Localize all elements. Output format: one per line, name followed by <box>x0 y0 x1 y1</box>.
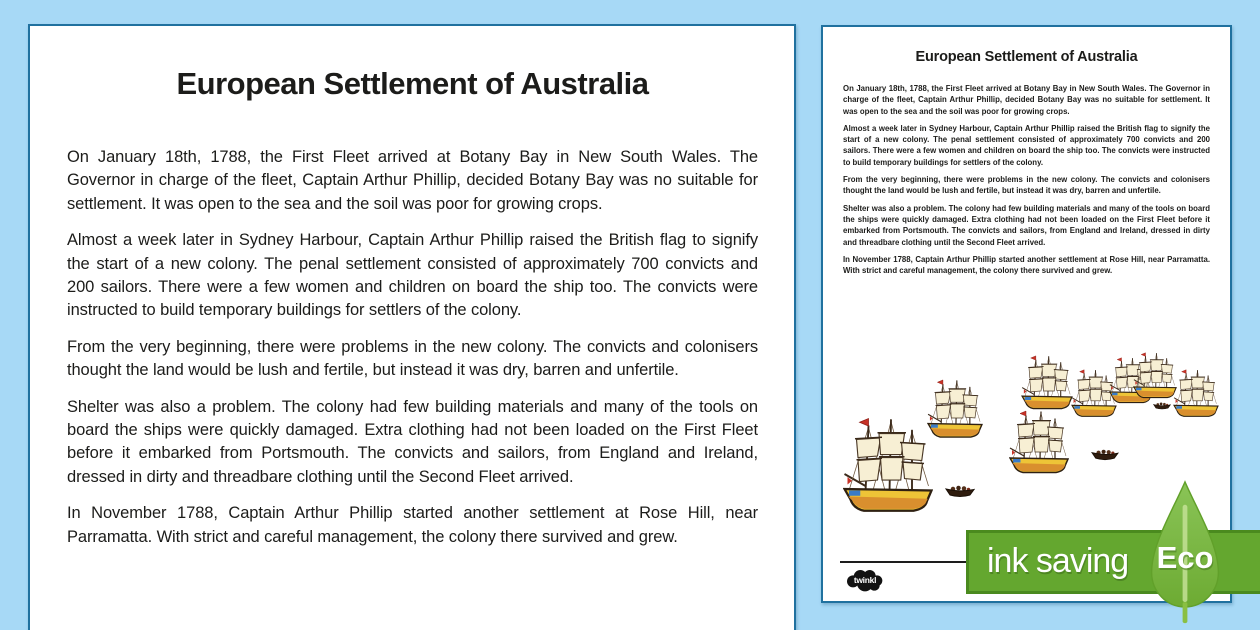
paragraph-3: From the very beginning, there were problems in the new colony. The convicts and colonisers thought the land would be lush and fertile, but instead it was dry, barren and unfertile. <box>67 337 758 380</box>
twinkl-logo-text: twinkl <box>853 575 877 585</box>
page-title: European Settlement of Australia <box>176 66 649 101</box>
eco-leaf-icon <box>1142 480 1228 625</box>
paragraph-5: In November 1788, Captain Arthur Phillip started another settlement at Rose Hill, near Parramatta. With strict and careful management, the colony there survived and grew. <box>67 504 758 546</box>
tall-ship-icon <box>843 417 933 522</box>
paragraph-4-small: Shelter was also a problem. The colony had few building materials and many of the tools on board the ships were quickly damaged. Extra clothing had not been loaded on the First Fleet before it embarked from Portsmouth. The convicts and sailors, from England and Ireland, dressed in dirty and threadbare clothing until the Second Fleet arrived. <box>843 203 1210 247</box>
tall-ship-icon <box>1133 352 1177 403</box>
paragraph-4: Shelter was also a problem. The colony had few building materials and many of the tools on board the ships were quickly damaged. Extra clothing had not been loaded on the First Fleet before it embarked from Portsmouth. The convicts and sailors, from England and Ireland, dressed in dirty and threadbare clothing until the Second Fleet arrived. <box>67 397 758 486</box>
paragraph-3-small: From the very beginning, there were problems in the new colony. The convicts and colonisers thought the land would be lush and fertile, but instead it was dry, barren and unfertile. <box>843 175 1210 196</box>
paragraph-2: Almost a week later in Sydney Harbour, Captain Arthur Phillip raised the British flag to signify the start of a new colony. The penal settlement consisted of approximately 700 convicts and 200 sailors. There were a few women and children on board the ship too. The convicts were instructed to build temporary buildings for settlers of the colony. <box>67 231 758 320</box>
rowboat-icon <box>1153 402 1171 410</box>
paragraph-5-small: In November 1788, Captain Arthur Phillip started another settlement at Rose Hill, near Parramatta. With strict and careful management, the colony there survived and grew. <box>843 254 1210 276</box>
paragraph-1: On January 18th, 1788, the First Fleet arrived at Botany Bay in New South Wales. The Governor in charge of the fleet, Captain Arthur Phillip, decided Botany Bay was no suitable for settlement. It was open to the sea and the soil was poor for growing crops. <box>67 148 758 213</box>
paragraph-2-small: Almost a week later in Sydney Harbour, Captain Arthur Phillip raised the British flag to signify the start of a new colony. The penal settlement consisted of approximately 700 convicts and 200 sailors. There were a few women and children on board the ship too. The convicts were instructed to build temporary buildings for settlers of the colony. <box>843 123 1210 167</box>
page-title-small: European Settlement of Australia <box>915 49 1138 65</box>
eco-label: Eco <box>1156 540 1214 575</box>
worksheet-page-full <box>28 24 796 630</box>
tall-ship-icon <box>927 379 983 444</box>
tall-ship-icon <box>1009 410 1069 480</box>
tall-ship-icon <box>1173 369 1219 422</box>
twinkl-logo <box>845 567 885 593</box>
rowboat-icon <box>945 485 975 498</box>
rowboat-icon <box>1091 449 1119 461</box>
ink-saving-label: ink saving <box>987 542 1129 580</box>
tall-ship-icon <box>1021 355 1073 415</box>
paragraph-1-small: On January 18th, 1788, the First Fleet arrived at Botany Bay in New South Wales. The Governor in charge of the fleet, Captain Arthur Phillip, decided Botany Bay was no suitable for settlement. It was open to the sea and the soil was poor for growing crops. <box>843 84 1210 116</box>
